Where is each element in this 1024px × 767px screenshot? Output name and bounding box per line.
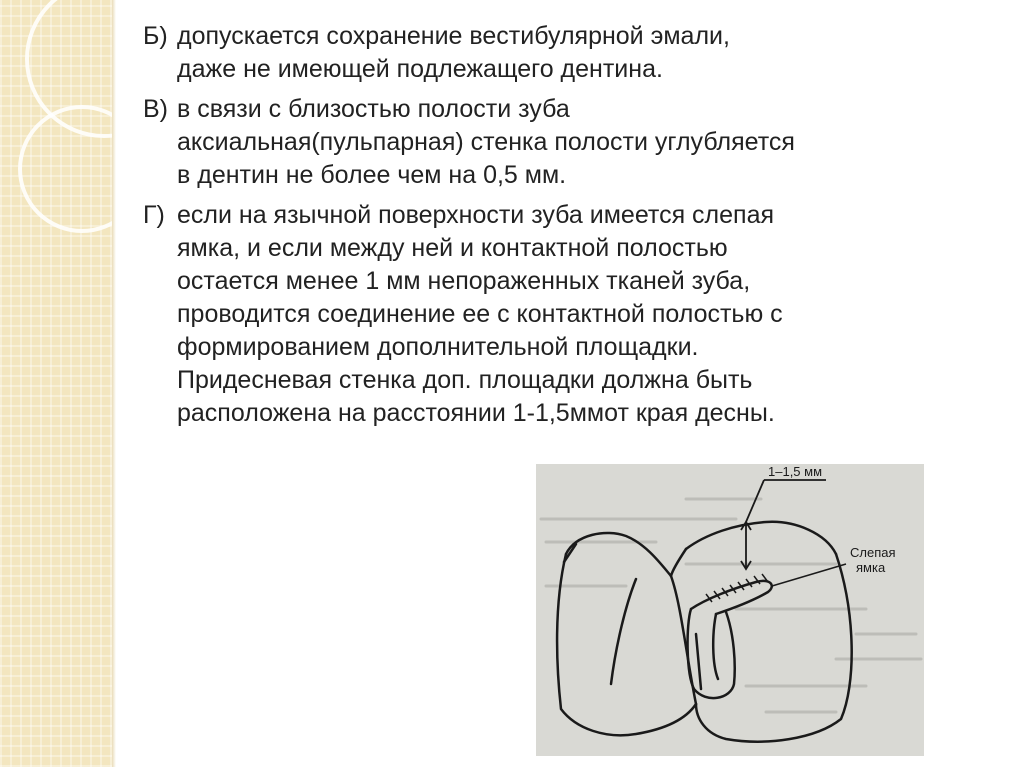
text-line: в связи с близостью полости зуба xyxy=(177,95,570,123)
pit-label-line2: ямка xyxy=(856,560,886,575)
text-line: формированием дополнительной площадки. xyxy=(177,333,699,361)
decorative-ring xyxy=(18,105,112,233)
strip-edge xyxy=(112,0,116,767)
text-line: если на язычной поверхности зуба имеется слепая xyxy=(177,201,775,229)
paragraph-marker: В) xyxy=(143,95,168,123)
measure-label: 1–1,5 мм xyxy=(768,464,823,479)
tooth-cavity-figure xyxy=(536,464,924,756)
slide-text xyxy=(143,20,1003,437)
text-line: аксиальная(пульпарная) стенка полости углубляется xyxy=(177,128,795,156)
text-line: расположена на расстоянии 1-1,5ммот края десны. xyxy=(177,399,775,427)
text-line: проводится соединение ее с контактной полостью с xyxy=(177,300,783,328)
text-line: даже не имеющей подлежащего дентина. xyxy=(177,55,663,83)
text-line: допускается сохранение вестибулярной эмали, xyxy=(177,22,730,50)
tooth-outlines xyxy=(557,522,852,742)
text-line: ямка, и если между ней и контактной полостью xyxy=(177,234,728,262)
paragraph-b xyxy=(143,20,1003,86)
paragraph-v xyxy=(143,93,1003,192)
text-line: остается менее 1 мм непораженных тканей зуба, xyxy=(177,267,751,295)
paragraph-marker: Б) xyxy=(143,22,168,50)
pit-label-line1: Слепая xyxy=(850,545,896,560)
tooth-diagram xyxy=(536,464,924,756)
text-line: в дентин не более чем на 0,5 мм. xyxy=(177,161,567,189)
text-line: Придесневая стенка доп. площадки должна быть xyxy=(177,366,753,394)
faint-background-text xyxy=(541,499,921,712)
pit-leader-line xyxy=(772,564,846,586)
paragraph-marker: Г) xyxy=(143,201,165,229)
paragraph-g xyxy=(143,199,1003,430)
decorative-side-strip xyxy=(0,0,112,767)
